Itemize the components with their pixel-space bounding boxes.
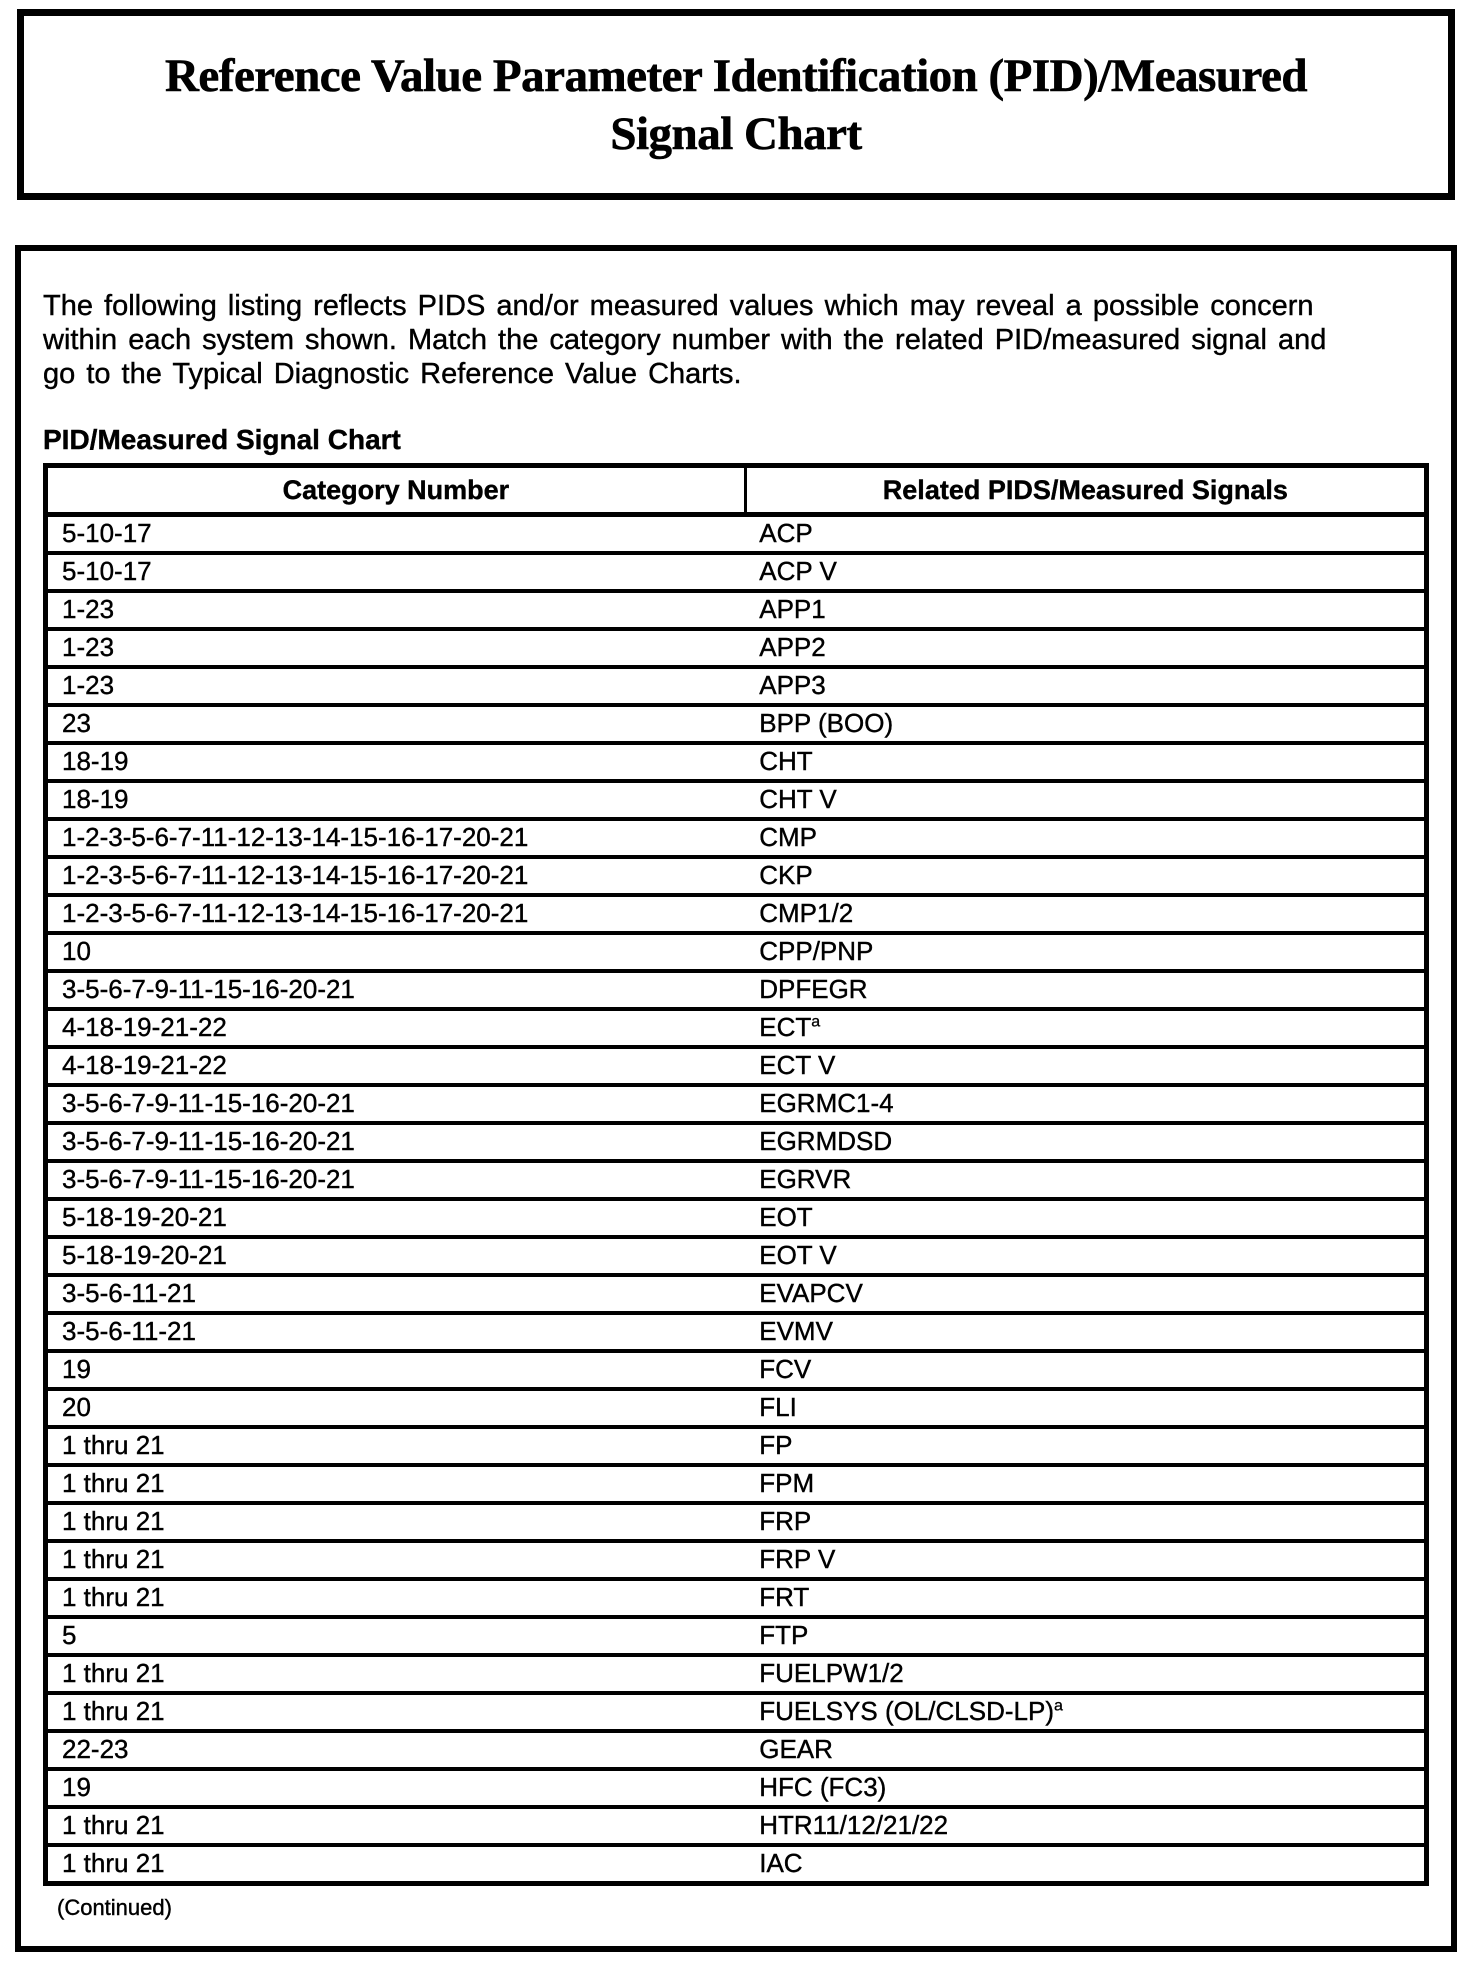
table-row <box>46 1085 1427 1123</box>
category-cell: 1 thru 21 <box>46 1845 746 1884</box>
signal-cell: GEAR <box>745 1731 1426 1769</box>
category-cell: 18-19 <box>46 781 746 819</box>
category-cell: 1-23 <box>46 667 746 705</box>
table-row <box>46 1579 1427 1617</box>
category-cell: 1 thru 21 <box>46 1427 746 1465</box>
category-cell: 4-18-19-21-22 <box>46 1009 746 1047</box>
category-cell: 1-2-3-5-6-7-11-12-13-14-15-16-17-20-21 <box>46 819 746 857</box>
signal-cell: CHT <box>745 743 1426 781</box>
table-row <box>46 1161 1427 1199</box>
table-row <box>46 1617 1427 1655</box>
continued-note: (Continued) <box>57 1895 172 1920</box>
signal-cell: ACP <box>759 518 813 548</box>
table-row <box>46 1427 1427 1465</box>
signal-table-body <box>46 515 1427 1884</box>
category-column-header: Category Number <box>46 466 746 515</box>
content-box <box>15 245 1457 1952</box>
table-row <box>46 1313 1427 1351</box>
signal-footnote-superscript: a <box>1053 1697 1063 1715</box>
signal-cell: IAC <box>745 1845 1426 1884</box>
table-row <box>46 1009 1427 1047</box>
signal-cell: CMP1/2 <box>745 895 1426 933</box>
signal-cell: ACP V <box>745 553 1426 591</box>
signal-cell: FP <box>745 1427 1426 1465</box>
signal-cell: EVAPCV <box>745 1275 1426 1313</box>
category-cell: 3-5-6-7-9-11-15-16-20-21 <box>46 1085 746 1123</box>
intro-line-1: The following listing reflects PIDS and/or measured values which may reveal a possible concern <box>43 290 1314 322</box>
signal-cell: ECT$^a$ <box>745 1009 1426 1047</box>
table-row <box>46 591 1427 629</box>
category-cell: 3-5-6-7-9-11-15-16-20-21 <box>46 1161 746 1199</box>
category-cell: 1-23 <box>46 629 746 667</box>
category-cell: 20 <box>46 1389 746 1427</box>
title-box <box>17 9 1455 200</box>
category-cell: 1-2-3-5-6-7-11-12-13-14-15-16-17-20-21 <box>46 857 746 895</box>
intro-line-3: go to the Typical Diagnostic Reference Value Charts. <box>43 358 742 390</box>
table-row <box>46 857 1427 895</box>
table-row <box>46 1769 1427 1807</box>
table-row <box>46 515 1427 554</box>
category-cell: 18-19 <box>46 743 746 781</box>
table-row <box>46 1541 1427 1579</box>
category-cell: 3-5-6-7-9-11-15-16-20-21 <box>46 1123 746 1161</box>
category-cell: 5-18-19-20-21 <box>46 1237 746 1275</box>
signal-cell: APP3 <box>745 667 1426 705</box>
signal-cell: EGRMDSD <box>745 1123 1426 1161</box>
signal-table-head <box>46 466 1427 515</box>
table-row <box>46 1845 1427 1884</box>
table-row <box>46 1465 1427 1503</box>
signal-cell: ECT V <box>745 1047 1426 1085</box>
signal-cell: CKP <box>745 857 1426 895</box>
signal-cell: APP1 <box>745 591 1426 629</box>
category-cell: 1-23 <box>46 591 746 629</box>
signal-cell: FPM <box>745 1465 1426 1503</box>
category-cell: 1 thru 21 <box>46 1807 746 1845</box>
table-row <box>46 1503 1427 1541</box>
signal-cell: EVMV <box>745 1313 1426 1351</box>
category-cell: 4-18-19-21-22 <box>46 1047 746 1085</box>
table-row <box>46 1199 1427 1237</box>
table-row <box>46 1389 1427 1427</box>
signal-cell: EGRMC1-4 <box>745 1085 1426 1123</box>
signal-cell: EOT <box>745 1199 1426 1237</box>
table-row <box>46 1275 1427 1313</box>
table-row <box>46 667 1427 705</box>
signal-cell: FUELPW1/2 <box>745 1655 1426 1693</box>
signal-cell: APP2 <box>745 629 1426 667</box>
category-cell: 1 thru 21 <box>46 1541 746 1579</box>
category-cell: 1 thru 21 <box>46 1655 746 1693</box>
category-cell: 1 thru 21 <box>46 1503 746 1541</box>
signal-cell: CPP/PNP <box>745 933 1426 971</box>
signal-cell: EGRVR <box>745 1161 1426 1199</box>
category-cell: 1 thru 21 <box>46 1465 746 1503</box>
table-row <box>46 895 1427 933</box>
table-row <box>46 553 1427 591</box>
table-row <box>46 819 1427 857</box>
intro-paragraph <box>43 289 1429 391</box>
category-cell: 5-18-19-20-21 <box>46 1199 746 1237</box>
table-row <box>46 1047 1427 1085</box>
intro-line-2: within each system shown. Match the category number with the related PID/measured signal and <box>43 324 1327 356</box>
category-cell: 1 thru 21 <box>46 1579 746 1617</box>
category-cell: 1-2-3-5-6-7-11-12-13-14-15-16-17-20-21 <box>46 895 746 933</box>
page-title-line-2: Signal Chart <box>610 107 862 160</box>
table-row <box>46 629 1427 667</box>
signals-column-header: Related PIDS/Measured Signals <box>745 466 1426 515</box>
page-title-line-1: Reference Value Parameter Identification (PID)/Measured <box>164 49 1307 102</box>
table-row <box>46 743 1427 781</box>
table-row <box>46 1237 1427 1275</box>
category-cell: 23 <box>46 705 746 743</box>
category-cell: 19 <box>46 1769 746 1807</box>
table-row <box>46 1655 1427 1693</box>
table-row <box>46 971 1427 1009</box>
category-cell: 19 <box>46 1351 746 1389</box>
signal-cell: FRP V <box>745 1541 1426 1579</box>
category-cell: 3-5-6-7-9-11-15-16-20-21 <box>46 971 746 1009</box>
page-title <box>165 47 1307 163</box>
category-cell: 5 <box>46 1617 746 1655</box>
table-row <box>46 705 1427 743</box>
category-cell: 10 <box>46 933 746 971</box>
signal-cell: HFC (FC3) <box>745 1769 1426 1807</box>
table-row <box>46 1807 1427 1845</box>
category-cell: 3-5-6-11-21 <box>46 1275 746 1313</box>
table-row <box>46 1123 1427 1161</box>
signal-cell: FRT <box>745 1579 1426 1617</box>
category-cell: 5-10-17 <box>46 553 746 591</box>
signal-cell: DPFEGR <box>745 971 1426 1009</box>
signal-table <box>43 463 1429 1886</box>
table-caption: PID/Measured Signal Chart <box>43 424 401 455</box>
signal-cell: FLI <box>745 1389 1426 1427</box>
category-cell: 22-23 <box>46 1731 746 1769</box>
table-row <box>46 781 1427 819</box>
signal-cell: FRP <box>745 1503 1426 1541</box>
signal-cell: BPP (BOO) <box>745 705 1426 743</box>
table-row <box>46 1731 1427 1769</box>
signal-cell: FTP <box>745 1617 1426 1655</box>
signal-cell: CMP <box>745 819 1426 857</box>
table-header-row <box>46 466 1427 515</box>
table-row <box>46 1351 1427 1389</box>
signal-cell: HTR11/12/21/22 <box>745 1807 1426 1845</box>
category-cell: 3-5-6-11-21 <box>46 1313 746 1351</box>
table-row <box>46 933 1427 971</box>
signal-footnote-superscript: a <box>811 1013 821 1031</box>
signal-cell: FUELSYS (OL/CLSD-LP)$^a$ <box>745 1693 1426 1731</box>
category-cell: 5-10-17 <box>62 518 152 548</box>
table-row <box>46 1693 1427 1731</box>
signal-cell: CHT V <box>745 781 1426 819</box>
signal-cell: FCV <box>745 1351 1426 1389</box>
category-cell: 1 thru 21 <box>46 1693 746 1731</box>
signal-cell: EOT V <box>745 1237 1426 1275</box>
